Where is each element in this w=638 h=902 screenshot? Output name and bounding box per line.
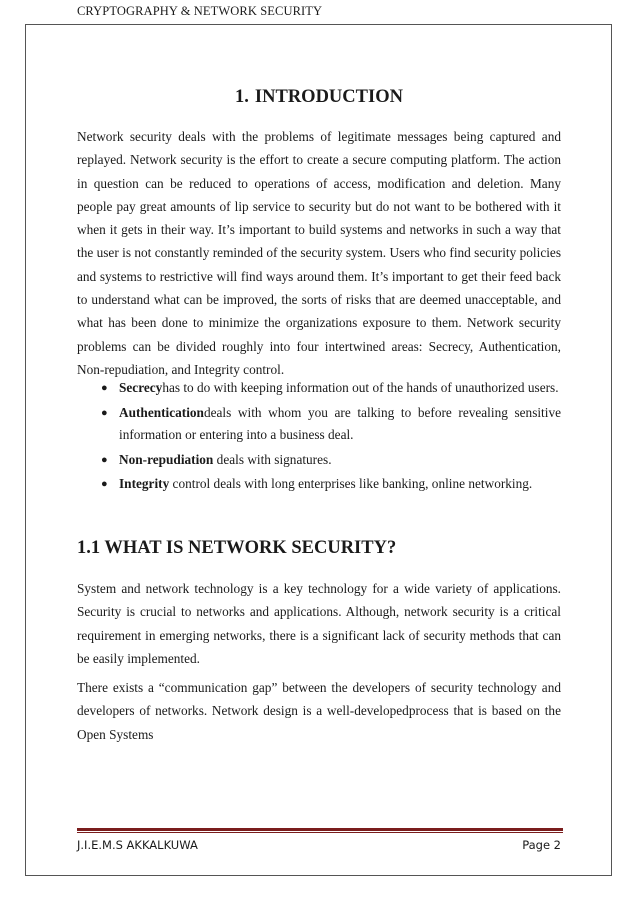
bullet-term: Secrecy: [119, 380, 163, 395]
list-item: [77, 449, 561, 472]
page-number: Page 2: [522, 838, 561, 852]
bullet-text: has to do with keeping information out of the hands of unauthorized users.: [162, 380, 559, 395]
bullet-term: Non-repudiation: [119, 451, 214, 467]
footer-rule: [77, 828, 563, 831]
footer-institution: J.I.E.M.S AKKALKUWA: [77, 838, 198, 852]
bullet-icon: ●: [101, 478, 108, 490]
subsection-heading: 1.1 WHAT IS NETWORK SECURITY?: [77, 538, 397, 558]
intro-paragraph: Network security deals with the problems of legitimate messages being captured and replayed. Network security is the effort to create a secure computing platform. The action in question can be reduced to operations of access, modification and deletion. Many people pay great amounts of lip service to security but do not want to be bothered with it when it gets in their way. It’s important to build systems and networks in such a way that the user is not constantly reminded of the security system. Users who find security policies and systems to restrictive will find ways around them. It’s important to get their feed back to understand what can be improved, the sorts of risks that are deemed unacceptable, and what has been done to minimize the organizations exposure to them. Network security problems can be divided roughly into four intertwined areas: Secrecy, Authentication, Non-repudiation, and Integrity control.: [77, 129, 561, 377]
bullet-text: deals with signatures.: [213, 451, 332, 467]
section-number: 1.: [235, 87, 249, 107]
bullet-text: deals with whom you are talking to before revealing sensitive information or entering into a business deal.: [119, 404, 561, 442]
list-item: [77, 402, 561, 447]
list-item: [77, 377, 561, 400]
bullet-icon: ●: [101, 382, 108, 394]
subsection-paragraph-1: System and network technology is a key technology for a wide variety of applications. Security is crucial to networks and applications. Although, network security is a critical requirement in emerging networks, there is a significant lack of security methods that can be easily implemented.: [77, 581, 561, 666]
running-header: CRYPTOGRAPHY & NETWORK SECURITY: [77, 4, 323, 18]
bullet-list: [77, 377, 561, 498]
bullet-term: Integrity: [119, 476, 170, 491]
section-title: INTRODUCTION: [254, 87, 403, 107]
section-heading: [0, 87, 638, 108]
subsection-paragraph-2: There exists a “communication gap” between the developers of security technology and developers of networks. Network design is a well-developedprocess that is based on the Open Systems: [77, 680, 561, 742]
bullet-term: Authentication: [119, 404, 204, 420]
bullet-text: control deals with long enterprises like banking, online networking.: [169, 476, 533, 491]
bullet-icon: ●: [101, 453, 108, 466]
footer-rule-thin: [77, 832, 563, 833]
bullet-icon: ●: [101, 406, 108, 419]
list-item: [77, 473, 561, 496]
